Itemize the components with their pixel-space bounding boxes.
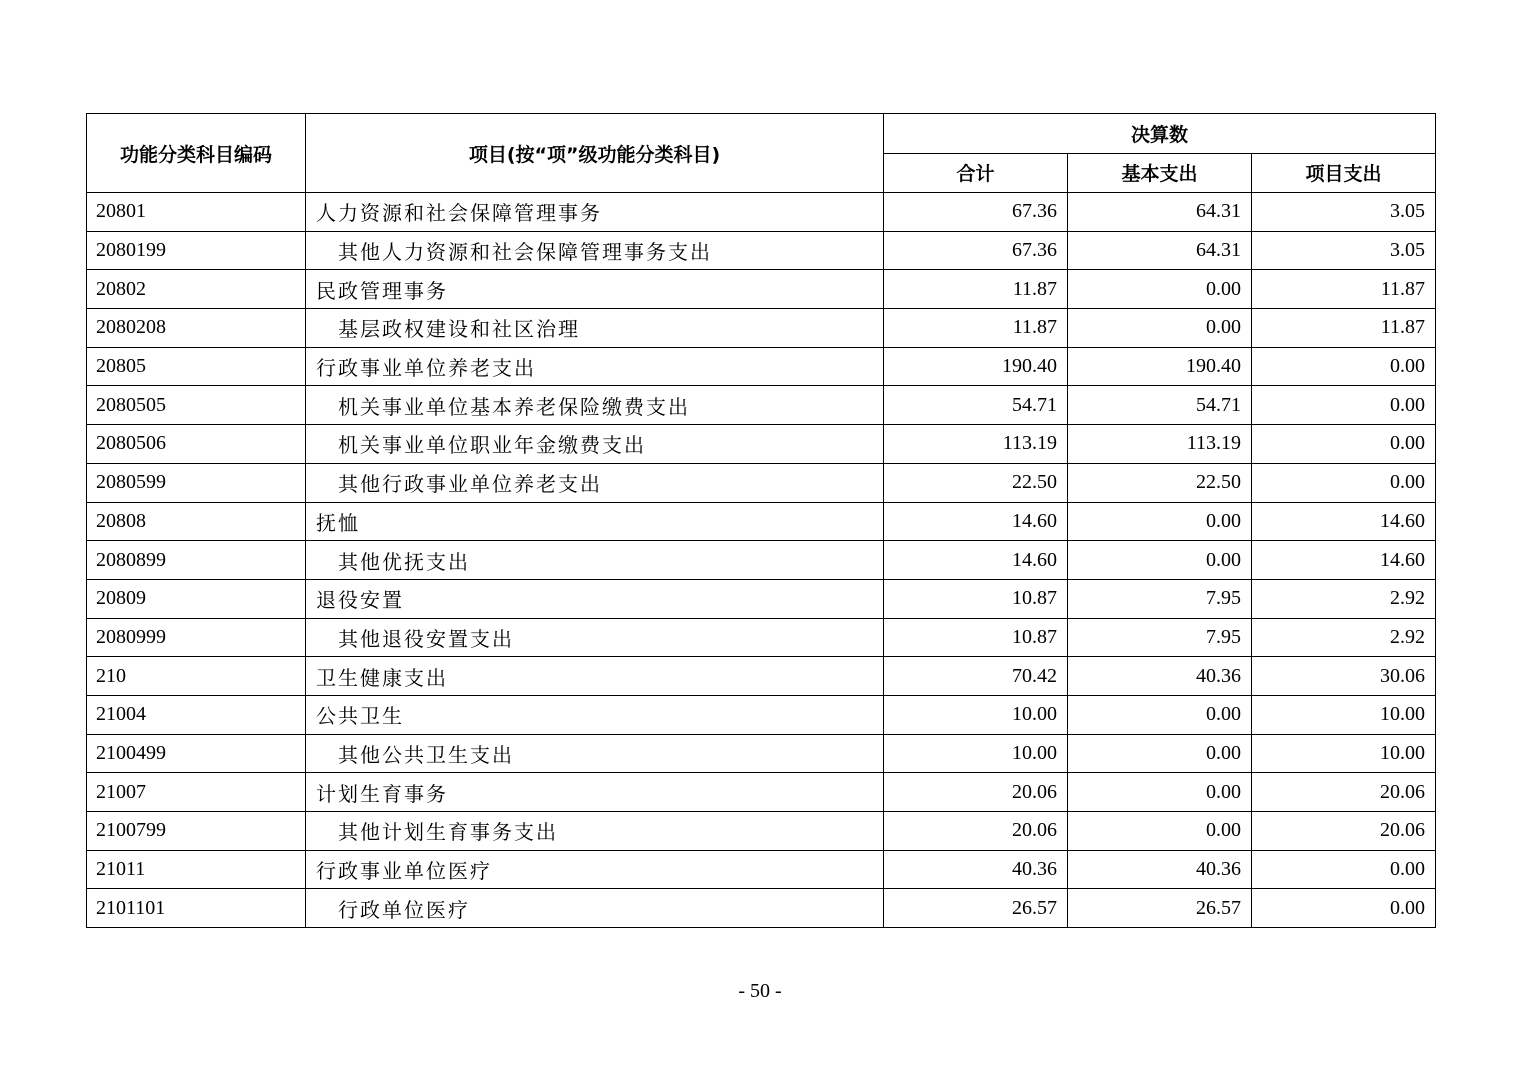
cell-total: 40.36	[884, 850, 1068, 889]
cell-code: 20808	[87, 502, 306, 541]
cell-code: 20802	[87, 270, 306, 309]
cell-code: 21004	[87, 695, 306, 734]
cell-basic: 7.95	[1068, 618, 1252, 657]
cell-basic: 7.95	[1068, 579, 1252, 618]
cell-basic: 0.00	[1068, 734, 1252, 773]
cell-total: 22.50	[884, 463, 1068, 502]
cell-item-name: 机关事业单位基本养老保险缴费支出	[306, 386, 884, 425]
cell-item-name: 其他优抚支出	[306, 541, 884, 580]
cell-basic: 190.40	[1068, 347, 1252, 386]
cell-item-name: 行政事业单位养老支出	[306, 347, 884, 386]
table-row	[87, 657, 1436, 696]
cell-project: 3.05	[1252, 231, 1436, 270]
col-header-final: 决算数	[884, 114, 1436, 154]
cell-total: 20.06	[884, 812, 1068, 851]
cell-project: 10.00	[1252, 695, 1436, 734]
cell-total: 67.36	[884, 231, 1068, 270]
cell-total: 10.87	[884, 618, 1068, 657]
table-row	[87, 463, 1436, 502]
cell-basic: 113.19	[1068, 425, 1252, 464]
col-header-total: 合计	[884, 153, 1068, 193]
table-row	[87, 541, 1436, 580]
cell-project: 14.60	[1252, 541, 1436, 580]
cell-code: 21007	[87, 773, 306, 812]
cell-project: 0.00	[1252, 386, 1436, 425]
cell-project: 30.06	[1252, 657, 1436, 696]
cell-project: 14.60	[1252, 502, 1436, 541]
col-header-item: 项目(按“项”级功能分类科目)	[306, 114, 884, 193]
cell-basic: 0.00	[1068, 270, 1252, 309]
cell-basic: 64.31	[1068, 231, 1252, 270]
cell-total: 67.36	[884, 193, 1068, 232]
cell-basic: 40.36	[1068, 657, 1252, 696]
table-row	[87, 579, 1436, 618]
cell-item-name: 抚恤	[306, 502, 884, 541]
cell-item-name: 公共卫生	[306, 695, 884, 734]
header-row-top	[87, 114, 1436, 154]
table-row	[87, 502, 1436, 541]
cell-total: 26.57	[884, 889, 1068, 928]
page-number: - 50 -	[738, 980, 782, 1002]
table-row	[87, 425, 1436, 464]
cell-code: 2080199	[87, 231, 306, 270]
cell-code: 2080899	[87, 541, 306, 580]
cell-item-name: 其他计划生育事务支出	[306, 812, 884, 851]
cell-item-name: 其他退役安置支出	[306, 618, 884, 657]
cell-item-name: 行政事业单位医疗	[306, 850, 884, 889]
cell-item-name: 其他行政事业单位养老支出	[306, 463, 884, 502]
cell-code: 2080505	[87, 386, 306, 425]
cell-code: 210	[87, 657, 306, 696]
cell-total: 10.87	[884, 579, 1068, 618]
cell-basic: 0.00	[1068, 695, 1252, 734]
cell-code: 20805	[87, 347, 306, 386]
cell-code: 21011	[87, 850, 306, 889]
col-header-basic: 基本支出	[1068, 153, 1252, 193]
cell-item-name: 人力资源和社会保障管理事务	[306, 193, 884, 232]
cell-item-name: 其他公共卫生支出	[306, 734, 884, 773]
cell-project: 11.87	[1252, 270, 1436, 309]
cell-total: 113.19	[884, 425, 1068, 464]
cell-project: 10.00	[1252, 734, 1436, 773]
cell-total: 70.42	[884, 657, 1068, 696]
cell-code: 2080599	[87, 463, 306, 502]
table-row	[87, 270, 1436, 309]
cell-code: 2080506	[87, 425, 306, 464]
cell-project: 2.92	[1252, 579, 1436, 618]
cell-basic: 0.00	[1068, 502, 1252, 541]
cell-total: 10.00	[884, 734, 1068, 773]
cell-item-name: 退役安置	[306, 579, 884, 618]
cell-total: 190.40	[884, 347, 1068, 386]
table-row	[87, 773, 1436, 812]
cell-basic: 0.00	[1068, 773, 1252, 812]
cell-total: 11.87	[884, 309, 1068, 348]
table-row	[87, 734, 1436, 773]
cell-basic: 22.50	[1068, 463, 1252, 502]
cell-project: 20.06	[1252, 812, 1436, 851]
cell-project: 0.00	[1252, 463, 1436, 502]
table-row	[87, 193, 1436, 232]
col-header-code: 功能分类科目编码	[87, 114, 306, 193]
table-row	[87, 618, 1436, 657]
cell-total: 14.60	[884, 502, 1068, 541]
table-row	[87, 850, 1436, 889]
table-row	[87, 386, 1436, 425]
table-row	[87, 889, 1436, 928]
cell-code: 2101101	[87, 889, 306, 928]
cell-item-name: 卫生健康支出	[306, 657, 884, 696]
cell-project: 0.00	[1252, 347, 1436, 386]
cell-basic: 54.71	[1068, 386, 1252, 425]
cell-project: 0.00	[1252, 425, 1436, 464]
cell-total: 11.87	[884, 270, 1068, 309]
table-row	[87, 812, 1436, 851]
table-body	[87, 193, 1436, 928]
cell-project: 20.06	[1252, 773, 1436, 812]
table-row	[87, 309, 1436, 348]
cell-code: 20809	[87, 579, 306, 618]
cell-basic: 0.00	[1068, 309, 1252, 348]
cell-item-name: 计划生育事务	[306, 773, 884, 812]
cell-project: 3.05	[1252, 193, 1436, 232]
table-row	[87, 347, 1436, 386]
cell-code: 2100499	[87, 734, 306, 773]
cell-item-name: 行政单位医疗	[306, 889, 884, 928]
cell-basic: 64.31	[1068, 193, 1252, 232]
cell-item-name: 其他人力资源和社会保障管理事务支出	[306, 231, 884, 270]
budget-table	[86, 113, 1436, 928]
cell-basic: 0.00	[1068, 812, 1252, 851]
cell-code: 2100799	[87, 812, 306, 851]
cell-project: 11.87	[1252, 309, 1436, 348]
table-row	[87, 695, 1436, 734]
cell-code: 20801	[87, 193, 306, 232]
cell-total: 20.06	[884, 773, 1068, 812]
cell-basic: 26.57	[1068, 889, 1252, 928]
table-header	[87, 114, 1436, 193]
cell-total: 14.60	[884, 541, 1068, 580]
cell-total: 10.00	[884, 695, 1068, 734]
cell-project: 0.00	[1252, 850, 1436, 889]
cell-item-name: 基层政权建设和社区治理	[306, 309, 884, 348]
table-row	[87, 231, 1436, 270]
cell-total: 54.71	[884, 386, 1068, 425]
cell-basic: 0.00	[1068, 541, 1252, 580]
cell-project: 2.92	[1252, 618, 1436, 657]
cell-code: 2080999	[87, 618, 306, 657]
cell-basic: 40.36	[1068, 850, 1252, 889]
cell-item-name: 机关事业单位职业年金缴费支出	[306, 425, 884, 464]
cell-code: 2080208	[87, 309, 306, 348]
cell-project: 0.00	[1252, 889, 1436, 928]
col-header-project: 项目支出	[1252, 153, 1436, 193]
cell-item-name: 民政管理事务	[306, 270, 884, 309]
